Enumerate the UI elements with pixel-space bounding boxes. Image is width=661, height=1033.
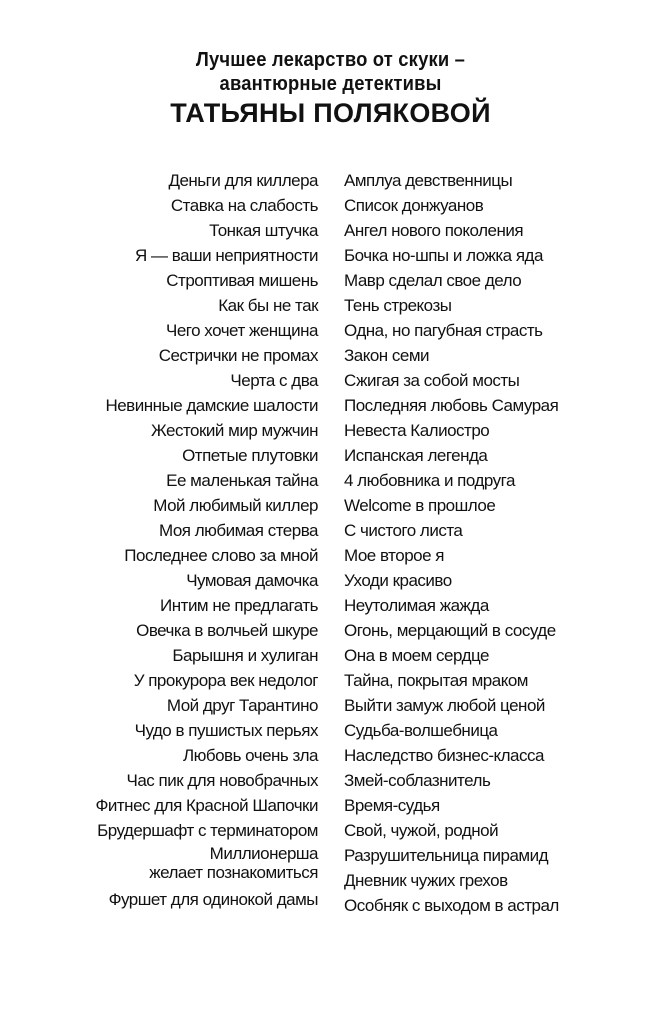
book-title: Отпетые плутовки (182, 446, 318, 465)
book-title: Тайна, покрытая мраком (344, 671, 528, 690)
book-title: Фуршет для одинокой дамы (108, 890, 318, 909)
book-title: Фитнес для Красной Шапочки (95, 796, 318, 815)
book-title: Последнее слово за мной (124, 546, 318, 565)
book-title: Ее маленькая тайна (166, 471, 318, 490)
book-title: Барышня и хулиган (172, 646, 318, 665)
book-title: Овечка в волчьей шкуре (136, 621, 318, 640)
book-title: Список донжуанов (344, 196, 484, 215)
book-title: Особняк с выходом в астрал (344, 896, 559, 915)
book-title: Мой друг Тарантино (166, 696, 318, 715)
book-title: Чудо в пушистых перьях (134, 721, 318, 740)
book-title: Она в моем сердце (344, 646, 489, 665)
book-title: Одна, но пагубная страсть (344, 321, 543, 340)
book-title: Чумовая дамочка (186, 571, 318, 590)
book-title: Змей-соблазнитель (344, 771, 491, 790)
header-tagline-line1: Лучшее лекарство от скуки – (195, 49, 466, 71)
book-title: Как бы не так (218, 296, 318, 315)
book-title: Невеста Калиостро (344, 421, 490, 440)
book-title: Мавр сделал свое дело (344, 271, 522, 290)
book-title: Брудершафт с терминатором (97, 821, 318, 840)
book-title: Моя любимая стерва (158, 521, 318, 540)
book-title: Наследство бизнес-класса (344, 746, 544, 765)
book-title: 4 любовника и подруга (344, 471, 515, 490)
book-title: Бочка но-шпы и ложка яда (344, 246, 543, 265)
book-title: Мое второе я (344, 546, 444, 565)
book-title: Чего хочет женщина (166, 321, 318, 340)
book-title: Жестокий мир мужчин (151, 421, 318, 440)
book-title: Закон семи (344, 346, 430, 365)
book-title: С чистого листа (344, 521, 463, 540)
book-title: Последняя любовь Самурая (344, 396, 559, 415)
book-title: Час пик для новобрачных (126, 771, 318, 790)
book-title: Уходи красиво (344, 571, 452, 590)
book-title: Разрушительница пирамид (344, 846, 549, 865)
book-title: Welcome в прошлое (344, 496, 496, 515)
book-title: Строптивая мишень (166, 271, 318, 290)
book-title: Миллионерша желает познакомиться (149, 844, 318, 882)
book-title: Невинные дамские шалости (105, 396, 318, 415)
book-title: Испанская легенда (344, 446, 488, 465)
book-title: Сжигая за собой мосты (344, 371, 520, 390)
page-header (0, 48, 661, 128)
book-title: Тонкая штучка (209, 221, 318, 240)
book-title: Судьба-волшебница (344, 721, 498, 740)
book-title: Огонь, мерцающий в сосуде (344, 621, 556, 640)
book-title: Сестрички не промах (158, 346, 318, 365)
book-list-right (344, 168, 559, 918)
book-title: Ангел нового поколения (344, 221, 524, 240)
book-title: Свой, чужой, родной (344, 821, 499, 840)
header-tagline-line2: авантюрные детективы (219, 73, 442, 95)
book-title: Деньги для киллера (168, 171, 318, 190)
book-title: Амплуа девственницы (344, 171, 513, 190)
book-title: Любовь очень зла (182, 746, 318, 765)
book-title: Я — ваши неприятности (135, 246, 318, 265)
book-title: У прокурора век недолог (133, 671, 318, 690)
book-title: Время-судья (344, 796, 440, 815)
book-title: Тень стрекозы (344, 296, 452, 315)
book-list-left (95, 168, 318, 912)
book-title: Неутолимая жажда (344, 596, 489, 615)
book-title: Ставка на слабость (170, 196, 318, 215)
book-title: Мой любимый киллер (153, 496, 318, 515)
book-title: Выйти замуж любой ценой (344, 696, 545, 715)
book-title: Интим не предлагать (160, 596, 318, 615)
book-title: Дневник чужих грехов (344, 871, 508, 890)
book-title: Черта с два (230, 371, 318, 390)
author-name: ТАТЬЯНЫ ПОЛЯКОВОЙ (170, 98, 491, 128)
